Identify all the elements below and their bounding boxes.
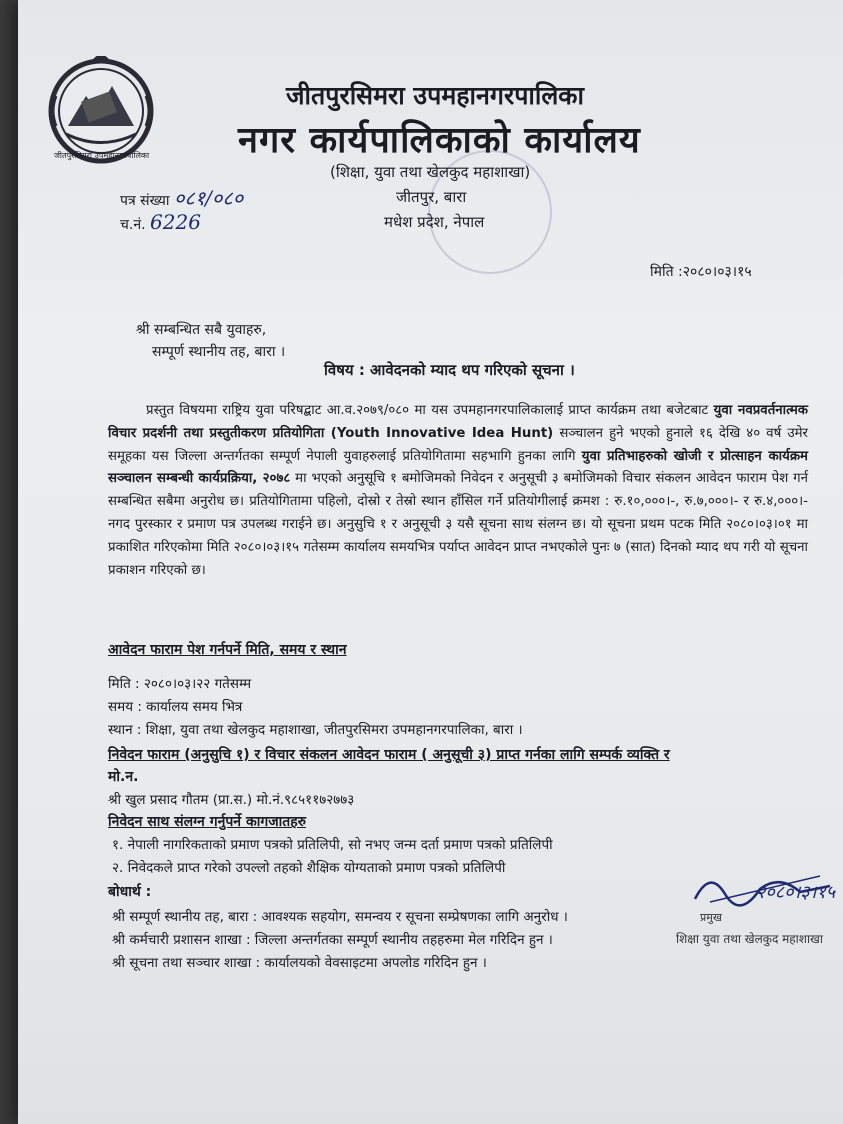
- application-date: मिति : २०८०।०३।२२ गतेसम्म: [108, 676, 252, 692]
- bodharth-heading: बोधार्थ :: [108, 884, 152, 900]
- office-province: मधेश प्रदेश, नेपाल: [384, 213, 485, 231]
- document-item: १. नेपाली नागरिकताको प्रमाण पत्रको प्रतिलिपी, सो नभए जन्म दर्ता प्रमाण पत्रको प्रतिलिपी: [112, 837, 553, 853]
- emblem-caption: जीतपुरसिमरा उपमहानगरपालिका: [54, 151, 150, 160]
- recipient-line-2: सम्पूर्ण स्थानीय तह, बारा ।: [152, 344, 286, 360]
- chana-label: च.नं.: [120, 217, 146, 233]
- contact-heading: निवेदन फाराम (अनुसुचि १) र विचार संकलन आवेदन फाराम ( अनुसूची ३) प्राप्त गर्नका लागि सम्पर्क व्यक्ति र: [108, 747, 670, 763]
- cc-item: श्री सूचना तथा सञ्चार शाखा : कार्यालयको वेवसाइटमा अपलोड गरिदिन हुन ।: [112, 955, 487, 971]
- signatory-dept: शिक्षा युवा तथा खेलकुद महाशाखा: [676, 932, 823, 946]
- signatory-title: प्रमुख: [700, 911, 722, 924]
- program-procedure-name: युवा प्रतिभाहरुको खोजी र प्रोत्साहन कार्यक्रम सञ्चालन सम्बन्धी कार्यप्रक्रिया, २०७८: [108, 448, 809, 487]
- cc-item: श्री कर्मचारी प्रशासन शाखा : जिल्ला अन्तर्गतका सम्पूर्ण स्थानीय तहहरुमा मेल गरिदिन हुन ।: [112, 932, 553, 948]
- competition-name: युवा नवप्रवर्तनात्मक विचार प्रदर्शनी तथा प्रस्तुतीकरण प्रतियोगिता (Youth Innovative Idea Hunt): [108, 403, 808, 441]
- patra-value: ०८१/०८०: [173, 186, 244, 210]
- letter-subject: विषय : आवेदनको म्याद थप गरिएको सूचना ।: [324, 361, 575, 379]
- document-item: २. निवेदकले प्राप्त गरेको उपल्लो तहको शैक्षिक योग्यताको प्रमाण पत्रको प्रतिलिपी: [112, 860, 506, 876]
- application-heading: आवेदन फाराम पेश गर्नपर्ने मिति, समय र स्थान: [108, 642, 347, 658]
- recipient-line-1: श्री सम्बन्धित सबै युवाहरु,: [136, 322, 267, 338]
- patra-sankhya: [120, 184, 243, 211]
- letter-date: मिति :२०८०।०३।१५: [650, 264, 752, 280]
- office-location: जीतपुर, बारा: [396, 188, 467, 206]
- letter-page: [18, 0, 843, 1124]
- cc-item: श्री सम्पूर्ण स्थानीय तह, बारा : आवश्यक सहयोग, समन्वय र सूचना सम्प्रेषणका लागि अनुरोध ।: [112, 909, 568, 925]
- application-time: समय : कार्यालय समय भित्र: [108, 699, 243, 715]
- office-title: नगर कार्यपालिकाको कार्यालय: [238, 120, 641, 161]
- patra-label: पत्र संख्या: [120, 193, 170, 209]
- contact-heading-cont: मो.न.: [108, 769, 139, 785]
- body-paragraph: प्रस्तुत विषयमा राष्ट्रिय युवा परिषद्बाट आ.व.२०७९/०८० मा यस उपमहानगरपालिकालाई प्राप्त कार्यक्रम तथा बजेटबाट युवा नवप्रवर्तनात्मक विचार प्रदर्शनी तथा प्रस्तुतीकरण प्रतियोगिता (Youth Innovative Idea Hunt) सञ्चालन हुने भएको हुनाले १६ देखि ४० वर्ष उमेर समूहका यस जिल्ला अन्तर्गतका सम्पूर्ण नेपाली युवाहरुलाई प्रतियोगितामा सहभागि हुनका लागि युवा प्रतिभाहरुको खोजी र प्रोत्साहन कार्यक्रम सञ्चालन सम्बन्धी कार्यप्रक्रिया, २०७८ मा भएको अनुसूचि १ बमोजिमको निवेदन र अनुसूची ३ बमोजिमको विचार संकलन आवेदन फाराम पेश गर्न सम्बन्धित सबैमा अनुरोध छ। प्रतियोगितामा पहिलो, दोस्रो र तेस्रो स्थान हाँसिल गर्ने प्रतियोगीलाई क्रमश : रु.१०,०००।-, रु.७,०००।- र रु.४,०००।- नगद पुरस्कार र प्रमाण पत्र उपलब्ध गराईने छ। अनुसुचि १ र अनुसूची ३ यसै सूचना साथ संलग्न छ। यो सूचना प्रथम पटक मिति २०८०।०३।०१ मा प्रकाशित गरिएकोमा मिति २०८०।०३।१५ गतेसम्म कार्यालय समयभित्र पर्याप्त आवेदन प्राप्त नभएकोले पुनः ७ (सात) दिनको म्याद थप गरी यो सूचना प्रकाशन गरिएको छ।: [108, 403, 809, 578]
- application-place: स्थान : शिक्षा, युवा तथा खेलकुद महाशाखा, जीतपुरसिमरा उपमहानगरपालिका, बारा ।: [108, 722, 523, 738]
- chalani-number: [120, 210, 201, 234]
- contact-person: श्री खुल प्रसाद गौतम (प्रा.स.) मो.नं.९८५११७२७७३: [108, 792, 355, 808]
- signature-date: २०८०।३।१५: [756, 882, 836, 903]
- municipality-name: जीतपुरसिमरा उपमहानगरपालिका: [286, 81, 584, 110]
- chana-value: 6226: [150, 210, 201, 234]
- documents-heading: निवेदन साथ संलग्न गर्नुपर्ने कागजातहरु: [108, 814, 307, 830]
- division-name: (शिक्षा, युवा तथा खेलकुद महाशाखा): [330, 163, 531, 181]
